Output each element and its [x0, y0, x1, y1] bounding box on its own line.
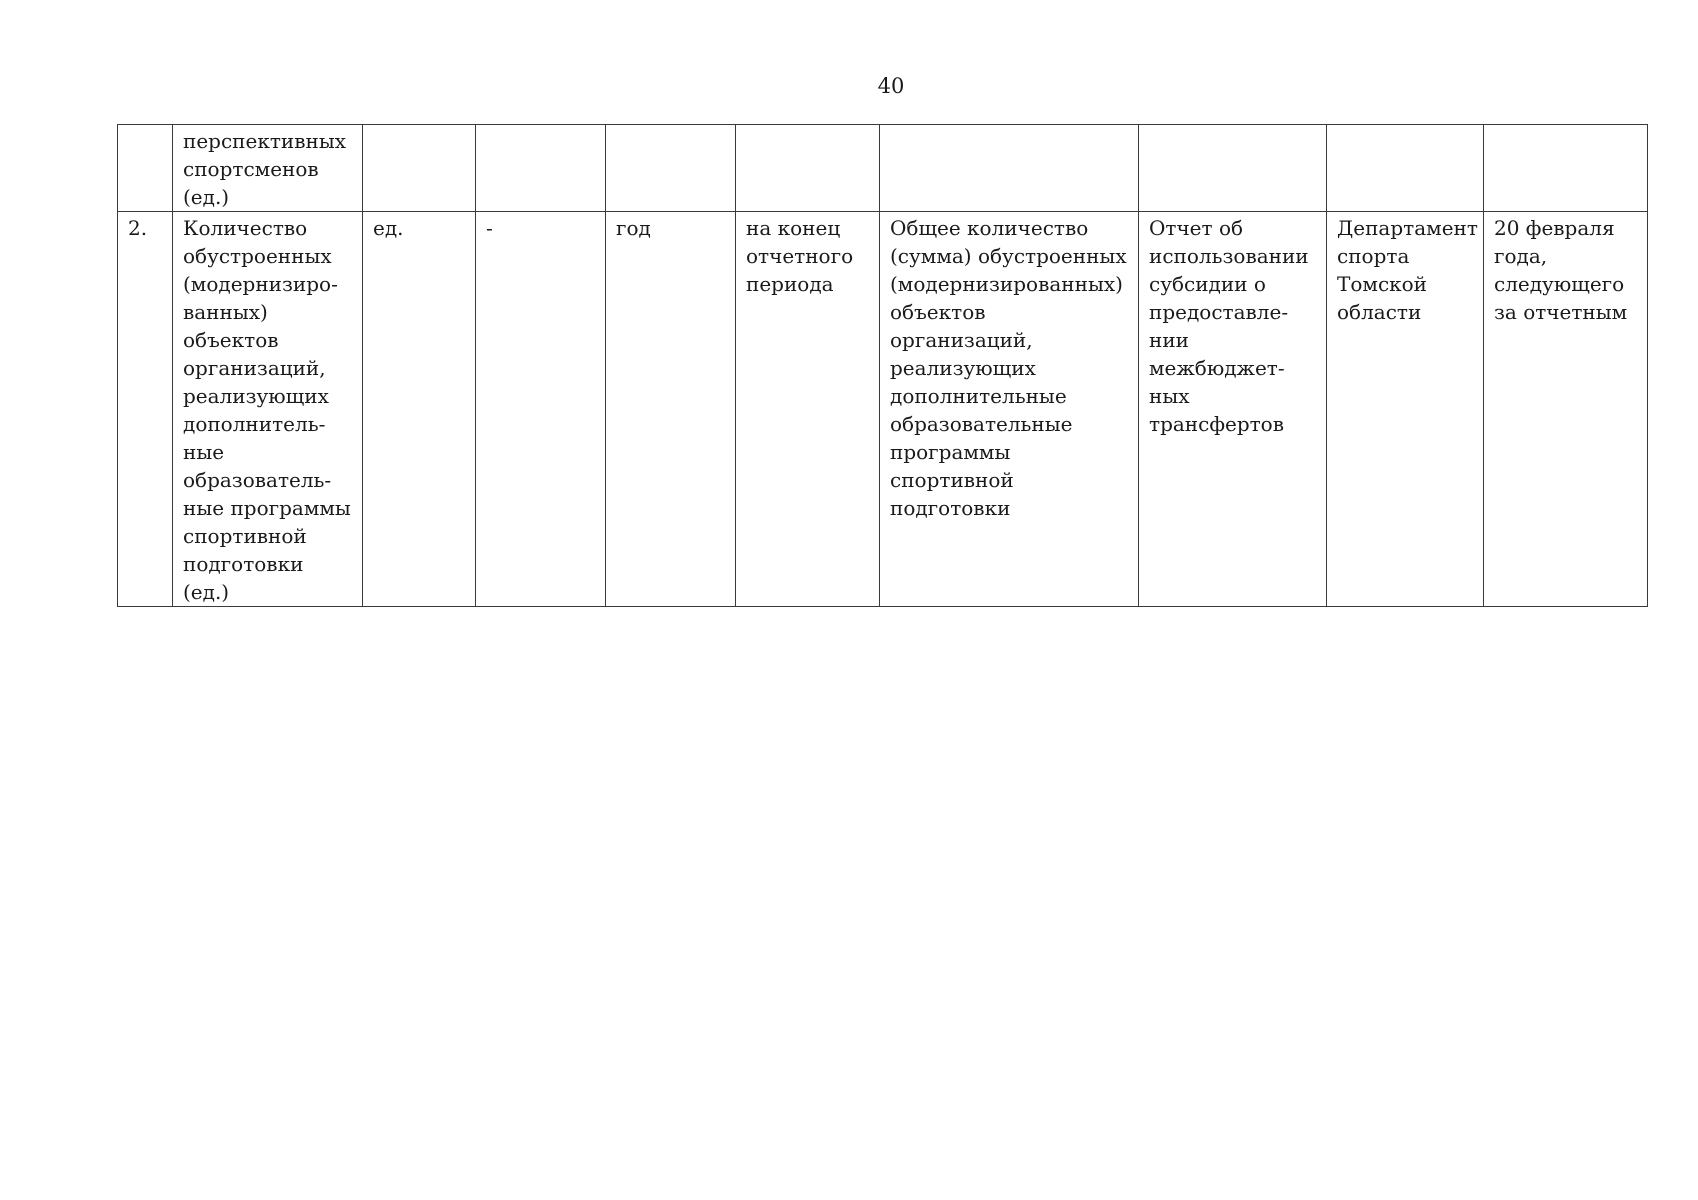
- cell-line: дополнитель-: [183, 412, 326, 436]
- cell-line: на конец: [746, 216, 841, 240]
- cell-line: отчетного: [746, 244, 854, 268]
- cell-source: [1139, 125, 1327, 212]
- cell-line: спорта: [1337, 244, 1410, 268]
- cell-unit: [363, 125, 476, 212]
- cell-line: (ед.): [183, 185, 230, 209]
- cell-unit: [363, 212, 476, 607]
- cell-line: обустроенных: [183, 244, 332, 268]
- cell-line: объектов: [890, 300, 986, 324]
- cell-line: перспективных: [183, 129, 347, 153]
- period-text: год: [616, 216, 651, 240]
- cell-deadline: [1484, 212, 1648, 607]
- cell-number: [118, 212, 173, 607]
- cell-line: спортивной: [890, 468, 1014, 492]
- cell-line: 20 февраля: [1494, 216, 1615, 240]
- cell-line: субсидии о: [1149, 272, 1266, 296]
- cell-line: подготовки: [183, 552, 304, 576]
- page-number: 40: [877, 74, 905, 98]
- cell-indicator: [173, 125, 363, 212]
- dash-text: -: [486, 216, 493, 240]
- cell-deadline: [1484, 125, 1648, 212]
- cell-responsible: [1327, 212, 1484, 607]
- cell-line: дополнительные: [890, 384, 1067, 408]
- cell-period: [606, 125, 736, 212]
- cell-line: (модернизиро-: [183, 272, 338, 296]
- cell-line: Общее количество: [890, 216, 1089, 240]
- cell-line: Отчет об: [1149, 216, 1244, 240]
- cell-line: образовательные: [890, 412, 1073, 436]
- cell-line: Департамент: [1337, 216, 1478, 240]
- cell-dash: [476, 212, 606, 607]
- cell-line: ные: [183, 440, 225, 464]
- cell-line: межбюджет-: [1149, 356, 1285, 380]
- cell-line: области: [1337, 300, 1422, 324]
- cell-time: [736, 125, 880, 212]
- indicators-table: [117, 124, 1648, 607]
- cell-line: Томской: [1337, 272, 1428, 296]
- cell-line: подготовки: [890, 496, 1011, 520]
- table-row: [118, 212, 1648, 607]
- cell-line: ных: [1149, 384, 1190, 408]
- cell-dash: [476, 125, 606, 212]
- cell-line: программы: [890, 440, 1011, 464]
- cell-line: за отчетным: [1494, 300, 1628, 324]
- cell-line: периода: [746, 272, 834, 296]
- cell-line: организаций,: [183, 356, 326, 380]
- cell-line: объектов: [183, 328, 279, 352]
- cell-line: следующего: [1494, 272, 1625, 296]
- cell-line: реализующих: [890, 356, 1036, 380]
- cell-indicator: [173, 212, 363, 607]
- row-number: 2.: [128, 216, 148, 240]
- cell-line: нии: [1149, 328, 1189, 352]
- cell-line: года,: [1494, 244, 1548, 268]
- cell-line: использовании: [1149, 244, 1309, 268]
- cell-line: организаций,: [890, 328, 1033, 352]
- cell-line: Количество: [183, 216, 308, 240]
- cell-number: [118, 125, 173, 212]
- cell-line: ванных): [183, 300, 268, 324]
- table-row-continuation: [118, 125, 1648, 212]
- cell-time: [736, 212, 880, 607]
- cell-line: (сумма) обустроенных: [890, 244, 1127, 268]
- cell-line: реализующих: [183, 384, 329, 408]
- cell-responsible: [1327, 125, 1484, 212]
- cell-method: [880, 125, 1139, 212]
- cell-line: спортивной: [183, 524, 307, 548]
- cell-line: предоставле-: [1149, 300, 1289, 324]
- cell-method: [880, 212, 1139, 607]
- cell-line: образователь-: [183, 468, 332, 492]
- cell-period: [606, 212, 736, 607]
- unit-text: ед.: [373, 216, 404, 240]
- cell-line: ные программы: [183, 496, 351, 520]
- cell-line: трансфертов: [1149, 412, 1284, 436]
- cell-line: (ед.): [183, 580, 230, 604]
- cell-line: (модернизированных): [890, 272, 1123, 296]
- cell-line: спортсменов: [183, 157, 319, 181]
- cell-source: [1139, 212, 1327, 607]
